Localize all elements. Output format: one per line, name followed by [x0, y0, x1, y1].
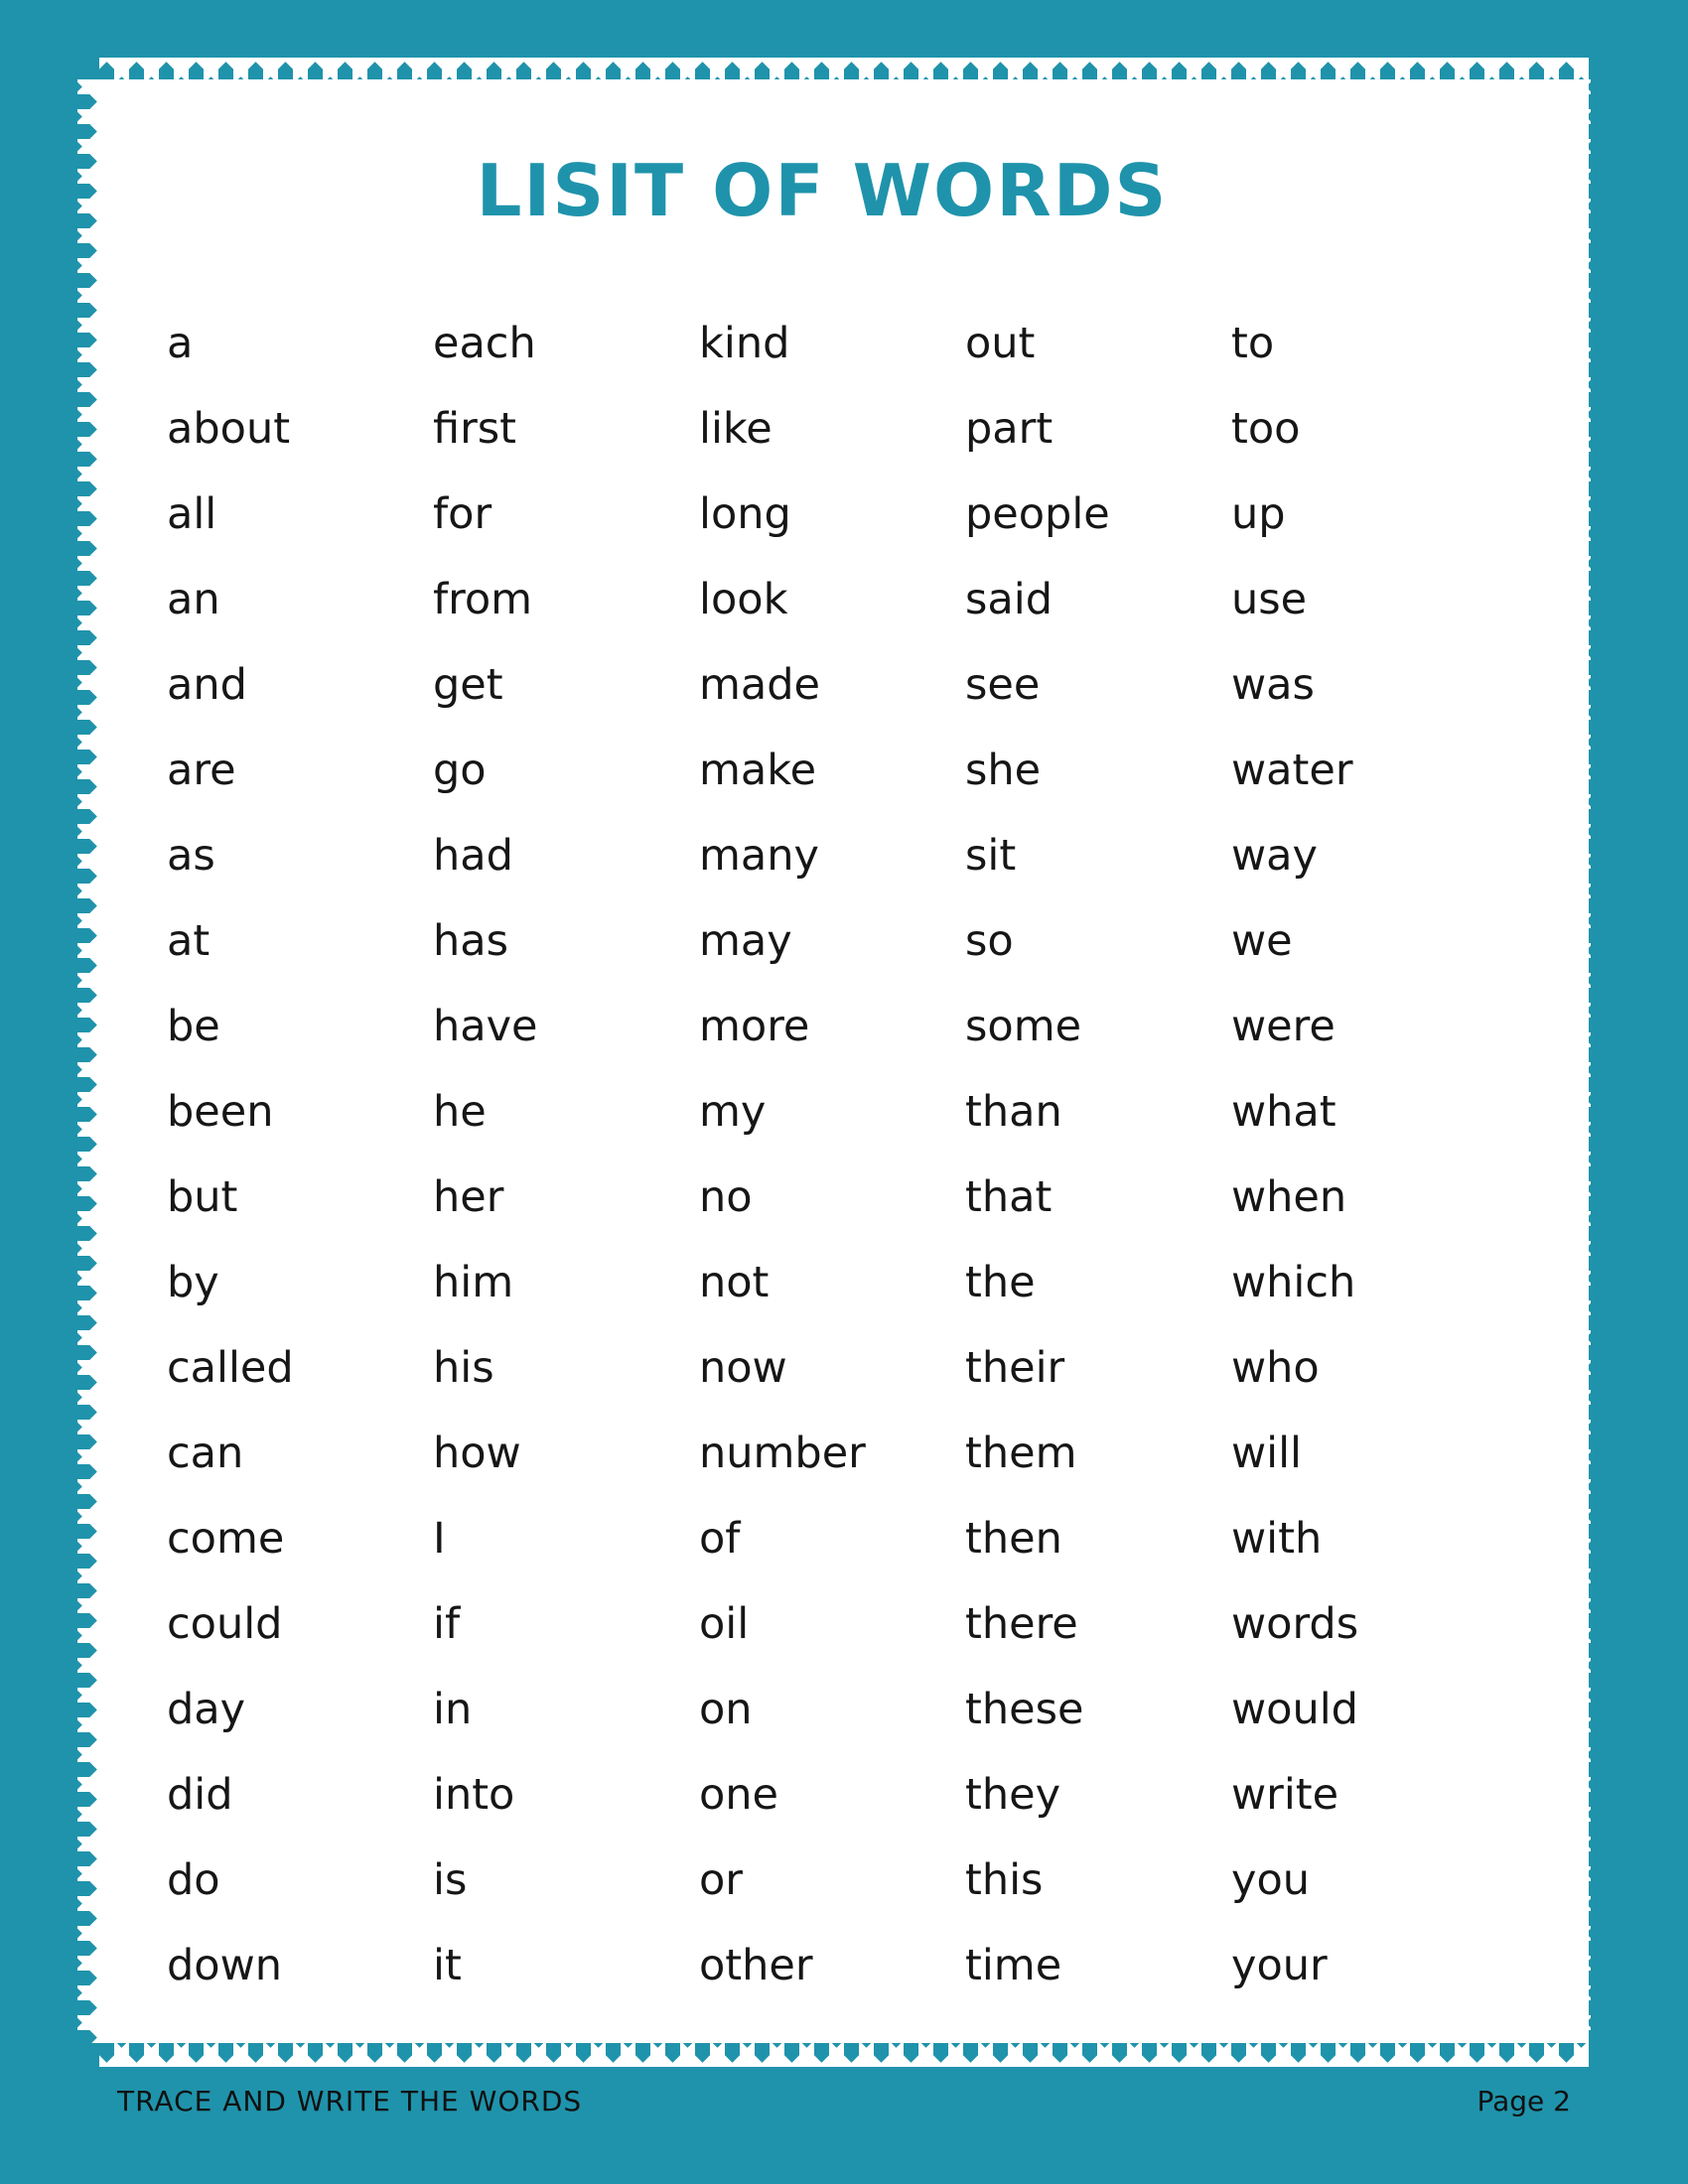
word-item: this [965, 1855, 1044, 1905]
word-column-4 [965, 301, 1231, 2008]
paper-sheet [77, 58, 1611, 2065]
word-item: there [965, 1599, 1078, 1649]
word-item: part [965, 404, 1054, 454]
word-item: and [167, 660, 247, 710]
word-item: them [965, 1429, 1077, 1478]
word-item: many [699, 831, 819, 881]
word-item: but [167, 1172, 238, 1222]
word-item: time [965, 1941, 1062, 1990]
word-item: if [433, 1599, 461, 1649]
word-item: when [1231, 1172, 1347, 1222]
word-column-3 [699, 301, 965, 2008]
word-item: or [699, 1855, 743, 1905]
word-item: on [699, 1685, 753, 1734]
word-item: has [433, 916, 509, 966]
word-item: long [699, 489, 791, 539]
word-item: these [965, 1685, 1084, 1734]
word-column-5 [1231, 301, 1497, 2008]
zigzag-edge-right [1567, 79, 1591, 2043]
word-item: you [1231, 1855, 1311, 1905]
word-item: will [1231, 1429, 1303, 1478]
word-item: did [167, 1770, 233, 1820]
word-item: as [167, 831, 215, 881]
word-item: a [167, 319, 194, 368]
word-item: him [433, 1258, 514, 1307]
word-item: than [965, 1087, 1062, 1137]
word-item: see [965, 660, 1041, 710]
word-item: it [433, 1941, 462, 1990]
zigzag-edge-left [77, 79, 101, 2043]
page-footer [0, 2085, 1688, 2144]
word-item: that [965, 1172, 1053, 1222]
word-item: up [1231, 489, 1286, 539]
word-column-1 [167, 301, 433, 2008]
word-item: by [167, 1258, 219, 1307]
word-item: way [1231, 831, 1318, 881]
word-item: about [167, 404, 291, 454]
word-item: be [167, 1002, 220, 1051]
page-title: LISIT OF WORDS [476, 149, 1169, 232]
word-item: more [699, 1002, 810, 1051]
word-item: can [167, 1429, 244, 1478]
word-item: he [433, 1087, 487, 1137]
word-item: how [433, 1429, 521, 1478]
word-item: make [699, 746, 817, 795]
zigzag-edge-bottom [99, 2043, 1589, 2067]
word-item: each [433, 319, 536, 368]
word-item: out [965, 319, 1036, 368]
word-item: write [1231, 1770, 1339, 1820]
word-item: come [167, 1514, 285, 1564]
word-item: from [433, 575, 533, 624]
word-item: into [433, 1770, 515, 1820]
word-item: then [965, 1514, 1062, 1564]
word-item: an [167, 575, 220, 624]
word-item: for [433, 489, 492, 539]
word-column-2 [433, 301, 699, 2008]
word-item: in [433, 1685, 473, 1734]
word-item: down [167, 1941, 283, 1990]
word-item: may [699, 916, 792, 966]
word-item: your [1231, 1941, 1328, 1990]
word-item: use [1231, 575, 1308, 624]
word-item: of [699, 1514, 741, 1564]
word-item: now [699, 1343, 787, 1393]
word-item: look [699, 575, 788, 624]
word-item: called [167, 1343, 294, 1393]
word-item: do [167, 1855, 220, 1905]
word-item: what [1231, 1087, 1336, 1137]
word-item: were [1231, 1002, 1336, 1051]
word-item: is [433, 1855, 468, 1905]
word-item: so [965, 916, 1014, 966]
word-item: one [699, 1770, 779, 1820]
word-item: people [965, 489, 1110, 539]
word-item: my [699, 1087, 767, 1137]
word-item: sit [965, 831, 1017, 881]
word-item: too [1231, 404, 1301, 454]
word-item: she [965, 746, 1042, 795]
word-item: been [167, 1087, 274, 1137]
word-item: day [167, 1685, 246, 1734]
word-item: no [699, 1172, 753, 1222]
word-item: go [433, 746, 487, 795]
word-item: other [699, 1941, 813, 1990]
word-item: the [965, 1258, 1036, 1307]
word-item: their [965, 1343, 1065, 1393]
word-item: they [965, 1770, 1061, 1820]
word-item: was [1231, 660, 1315, 710]
page-number: Page 2 [1477, 2085, 1571, 2117]
word-item: could [167, 1599, 283, 1649]
word-item: at [167, 916, 211, 966]
word-item: all [167, 489, 217, 539]
word-item: I [433, 1514, 446, 1564]
word-item: made [699, 660, 820, 710]
word-item: her [433, 1172, 504, 1222]
zigzag-edge-top [99, 58, 1589, 81]
word-item: get [433, 660, 503, 710]
word-item: not [699, 1258, 770, 1307]
word-item: water [1231, 746, 1353, 795]
word-item: said [965, 575, 1053, 624]
word-item: would [1231, 1685, 1358, 1734]
word-item: which [1231, 1258, 1356, 1307]
word-item: his [433, 1343, 494, 1393]
word-item: are [167, 746, 236, 795]
word-item: words [1231, 1599, 1359, 1649]
word-item: oil [699, 1599, 750, 1649]
word-item: first [433, 404, 517, 454]
word-list-columns [167, 301, 1497, 2008]
word-item: had [433, 831, 513, 881]
word-item: some [965, 1002, 1082, 1051]
footer-instruction: TRACE AND WRITE THE WORDS [117, 2085, 583, 2117]
word-item: number [699, 1429, 866, 1478]
word-item: with [1231, 1514, 1323, 1564]
word-item: kind [699, 319, 790, 368]
word-item: have [433, 1002, 538, 1051]
word-item: to [1231, 319, 1275, 368]
word-item: like [699, 404, 773, 454]
word-item: we [1231, 916, 1293, 966]
word-item: who [1231, 1343, 1320, 1393]
